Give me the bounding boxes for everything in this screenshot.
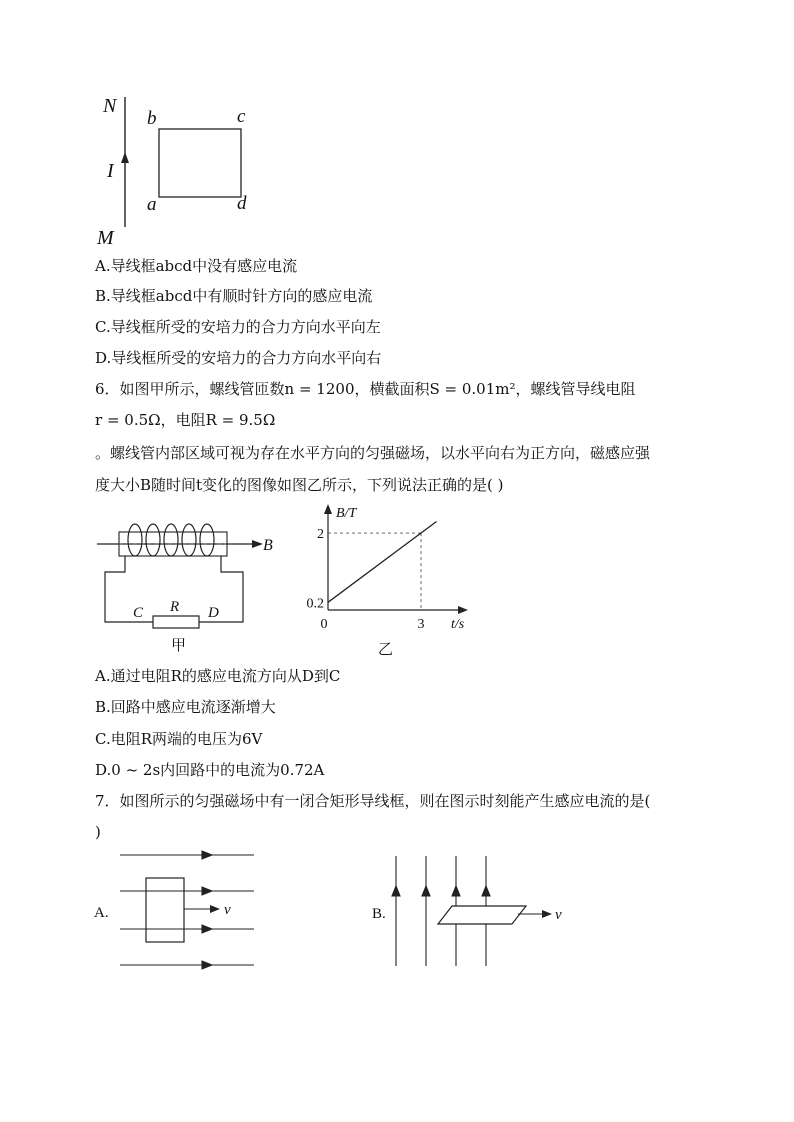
x-axis-arrow <box>458 606 468 614</box>
label-d: D <box>208 605 219 621</box>
wire-left <box>105 556 153 622</box>
y-axis-arrow <box>324 504 332 514</box>
option-b-label: B. <box>372 906 386 922</box>
wire-right <box>199 556 243 622</box>
label-r: R <box>170 599 180 615</box>
q5-option-c: C.导线框所受的安培力的合力方向水平向左 <box>95 318 381 336</box>
x-axis-label: t/s <box>451 617 465 632</box>
q6-option-a: A.通过电阻R的感应电流方向从D到C <box>95 667 341 685</box>
resistor-r <box>153 616 199 628</box>
b-field-arrow <box>252 540 263 548</box>
q5-option-d: D.导线框所受的安培力的合力方向水平向右 <box>95 349 382 367</box>
current-arrow <box>121 152 129 163</box>
velocity-label-a: v <box>224 902 231 918</box>
q6-option-b: B.回路中感应电流逐渐增大 <box>95 698 276 716</box>
q6-stem-4: 度大小B随时间t变化的图像如图乙所示，下列说法正确的是( ) <box>95 476 504 494</box>
label-i: I <box>107 160 114 182</box>
caption-jia: 甲 <box>171 638 187 654</box>
label-c: C <box>133 605 144 621</box>
label-b: b <box>147 108 157 129</box>
label-a: a <box>147 194 157 215</box>
loop-b <box>438 906 526 924</box>
series-b-line <box>328 522 437 603</box>
q6-figure-jia <box>95 510 295 658</box>
option-a-label: A. <box>94 905 109 921</box>
solenoid-coils <box>128 524 214 556</box>
q5-option-b: B.导线框abcd中有顺时针方向的感应电流 <box>95 287 373 305</box>
y-axis-label: B/T <box>336 506 357 521</box>
loop-abcd <box>159 129 241 197</box>
velocity-arrow-a <box>210 905 220 913</box>
label-c: c <box>237 106 246 127</box>
loop-a <box>146 878 184 942</box>
velocity-label-b: v <box>555 907 562 923</box>
q6-option-d: D.0 ~ 2s内回路中的电流为0.72A <box>95 761 325 779</box>
label-d: d <box>237 193 247 214</box>
tick-label-y-0-2: 0.2 <box>306 596 324 612</box>
velocity-arrow-b <box>542 910 552 918</box>
q5-option-a: A.导线框abcd中没有感应电流 <box>95 257 298 275</box>
q7-stem-1: 7．如图所示的匀强磁场中有一闭合矩形导线框，则在图示时刻能产生感应电流的是( <box>95 792 651 810</box>
q6-stem-1: 6．如图甲所示，螺线管匝数n = 1200，横截面积S = 0.01m²，螺线管导线电阻 <box>95 380 636 398</box>
q5-figure <box>95 92 265 252</box>
field-lines-a <box>120 851 254 969</box>
tick-label-y-2: 2 <box>317 527 324 543</box>
q6-chart-yi <box>298 500 480 660</box>
q7-stem-2: ) <box>95 823 101 841</box>
q7-figure-a <box>92 845 272 975</box>
caption-yi: 乙 <box>378 642 394 658</box>
origin-label: 0 <box>320 617 328 632</box>
q6-stem-2: r = 0.5Ω，电阻R = 9.5Ω <box>95 411 276 429</box>
q6-stem-3: 。螺线管内部区域可视为存在水平方向的匀强磁场，以水平向右为正方向，磁感应强 <box>95 444 651 462</box>
label-b-field: B <box>263 537 273 554</box>
q7-figure-b <box>368 848 588 973</box>
label-n: N <box>103 95 117 117</box>
q6-option-c: C.电阻R两端的电压为6V <box>95 730 263 748</box>
tick-label-x-3: 3 <box>417 617 425 632</box>
label-m: M <box>97 227 114 249</box>
